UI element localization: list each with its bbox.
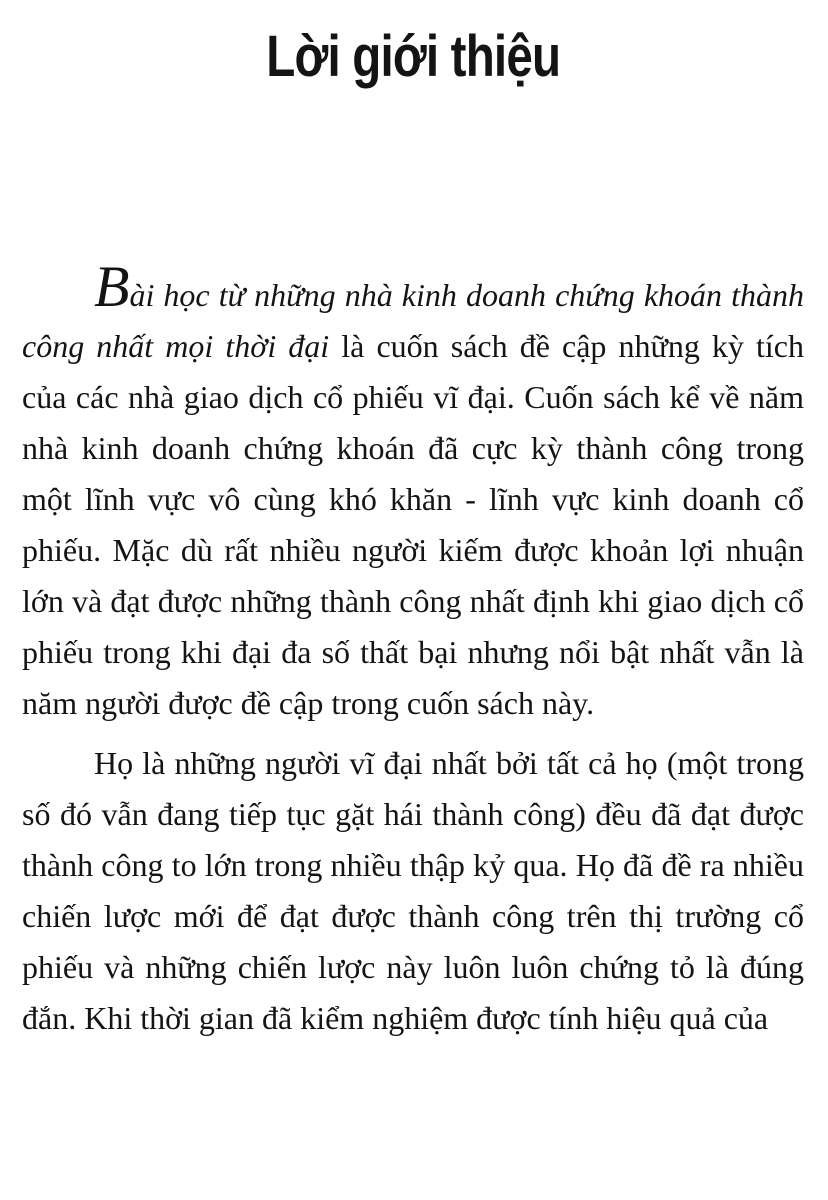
text-segment: là cuốn sách đề cập những kỳ tích của các nhà giao dịch cổ phiếu vĩ đại. Cuốn sách kể về năm nhà kinh doanh chứng khoán đã cực kỳ thành công trong một lĩnh vực vô cùng khó khăn - lĩnh vực kinh doanh cổ phiếu. Mặc dù rất nhiều người kiếm được khoản lợi nhuận lớn và đạt được những thành công nhất định khi giao dịch cổ phiếu trong khi đại đa số thất bại nhưng nổi bật nhất vẫn là năm người được đề cập trong cuốn sách này. xyxy=(22,328,805,721)
paragraph xyxy=(22,254,805,729)
page-title-text: Lời giới thiệu xyxy=(266,24,560,89)
page-title xyxy=(22,24,804,98)
text-segment: ài học từ những nhà kinh doanh chứng khoán thành công nhất mọi thời đại xyxy=(22,277,804,364)
body-text xyxy=(22,254,805,1044)
paragraph xyxy=(22,738,804,1044)
dropcap-letter: B xyxy=(94,254,130,319)
text-segment: Họ là những người vĩ đại nhất bởi tất cả họ (một trong số đó vẫn đang tiếp tục gặt hái thành công) đều đã đạt được thành công to lớn trong nhiều thập kỷ qua. Họ đã đề ra nhiều chiến lược mới để đạt được thành công trên thị trường cổ phiếu và những chiến lược này luôn luôn chứng tỏ là đúng đắn. Khi thời gian đã kiểm nghiệm được tính hiệu quả của xyxy=(22,745,804,1036)
